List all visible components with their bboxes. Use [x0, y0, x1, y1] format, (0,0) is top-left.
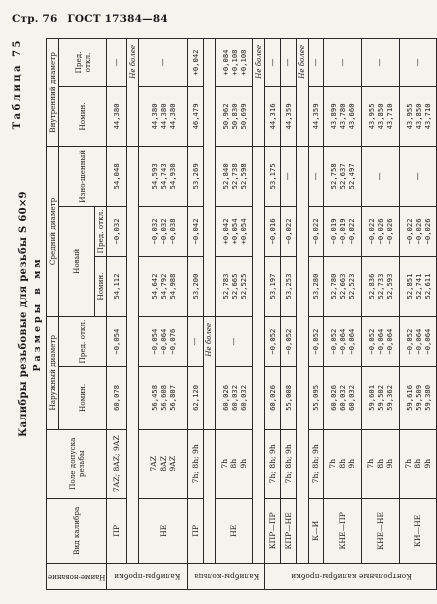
table-row — [399, 39, 437, 590]
cell-id-nom-line: 43,955 — [404, 103, 414, 130]
cell-od-nom — [308, 367, 324, 429]
cell-od-tol — [188, 316, 204, 366]
cell-md-nom-line: 53,197 — [268, 273, 278, 300]
gauge-type: НЕ — [215, 498, 253, 563]
cell-md-nom-line: 52,836 — [366, 273, 376, 300]
group-plug: Калибры-пробки — [107, 563, 188, 589]
header-md-new: Новый — [59, 206, 95, 316]
cell-od-nom-line: 60,078 — [112, 384, 122, 411]
cell-md-worn-line: 52,840 — [220, 163, 230, 190]
cell-od-nom-line: 60,026 — [329, 384, 339, 411]
cell-od-tol-line: −0,052 — [404, 328, 414, 355]
cell-id-tol-line: +0,108 — [229, 49, 239, 76]
cell-od-tol — [139, 316, 188, 366]
gauge-type: КНЕ—ПР — [324, 498, 362, 563]
cell-od-nom-line: 60,026 — [220, 384, 230, 411]
gauge-type: КПР—НЕ — [281, 498, 297, 563]
gauge-type: ПР — [188, 498, 204, 563]
cell-id-tol-line: — — [375, 58, 385, 67]
cell-md-worn — [308, 146, 324, 206]
cell-id-tol-line: — — [310, 58, 320, 67]
cell-od-tol-line: — — [190, 337, 200, 346]
page-header — [12, 13, 174, 25]
cell-id-nom-line: 44,380 — [112, 103, 122, 130]
cell-md-worn-line: 53,269 — [190, 163, 200, 190]
cell-md-tol-line: −0,042 — [190, 218, 200, 245]
header-id-nom: Номин. — [59, 87, 107, 147]
cell-md-tol — [265, 206, 281, 256]
not-more-row — [253, 39, 265, 590]
tolerance-field-line: 7h — [403, 458, 413, 469]
cell-md-tol-line: −0,026 — [384, 218, 394, 245]
cell-md-nom-line: 53,280 — [311, 273, 321, 300]
cell-od-nom — [324, 367, 362, 429]
tolerance-field-line: 9h — [238, 458, 248, 469]
cell-md-tol-line: −0,032 — [158, 218, 168, 245]
cell-id-nom-line: 44,380 — [167, 103, 177, 130]
table-row — [308, 39, 324, 590]
tolerance-field-line: 7AZ; 8AZ; 9AZ — [112, 435, 122, 493]
not-more-row — [127, 39, 139, 590]
not-more-label: Не более — [253, 39, 265, 147]
cell-md-tol-line: −0,022 — [347, 218, 357, 245]
cell-od-nom — [188, 367, 204, 429]
cell-md-nom — [399, 257, 437, 317]
cell-md-tol-line: +0,054 — [238, 218, 248, 245]
cell-od-nom-line: 59,380 — [422, 384, 432, 411]
cell-md-tol — [308, 206, 324, 256]
tolerance-field-line: 8h — [337, 458, 347, 469]
cell-md-nom — [265, 257, 281, 317]
cell-id-nom-line: 46,479 — [190, 103, 200, 130]
table-row — [215, 39, 253, 590]
cell-od-tol-line: −0,052 — [283, 328, 293, 355]
cell-id-tol — [361, 39, 399, 87]
cell-od-nom-line: 60,032 — [229, 384, 239, 411]
cell-md-nom — [308, 257, 324, 317]
gauge-type: КИ—НЕ — [399, 498, 437, 563]
cell-md-worn-line: 54,048 — [112, 163, 122, 190]
cell-md-tol-line: −0,022 — [366, 218, 376, 245]
cell-md-nom-line: 52,523 — [347, 273, 357, 300]
header-type: Вид калибра — [47, 498, 107, 563]
not-more-row — [296, 39, 308, 590]
tolerance-field-line: 8AZ — [158, 455, 168, 472]
cell-od-nom-line: 56,458 — [149, 384, 159, 411]
tolerance-field — [265, 429, 281, 498]
sizes-label: Размеры — [32, 300, 43, 372]
not-more-spacer — [203, 39, 215, 317]
cell-od-tol-line: −0,064 — [375, 328, 385, 355]
cell-od-tol — [107, 316, 127, 366]
cell-md-nom — [324, 257, 362, 317]
header-md-tol: Пред. откл. — [95, 206, 107, 256]
cell-md-worn-line: 54,930 — [167, 163, 177, 190]
tolerance-field — [399, 429, 437, 498]
not-more-spacer — [296, 146, 308, 563]
tolerance-field — [188, 429, 204, 498]
cell-od-tol-line: −0,052 — [268, 328, 278, 355]
cell-md-nom — [361, 257, 399, 317]
cell-md-nom-line: 52,663 — [338, 273, 348, 300]
cell-od-tol-line: −0,064 — [158, 328, 168, 355]
cell-id-nom — [265, 87, 281, 147]
cell-id-nom — [399, 87, 437, 147]
tolerance-field-line: 9h — [422, 458, 432, 469]
cell-md-nom-line: 52,851 — [404, 273, 414, 300]
cell-id-nom — [188, 87, 204, 147]
table-row — [188, 39, 204, 590]
not-more-spacer — [127, 146, 139, 563]
cell-od-nom-line: 60,026 — [268, 384, 278, 411]
cell-md-tol-line: −0,032 — [112, 218, 122, 245]
cell-md-worn-line: 52,758 — [329, 163, 339, 190]
cell-od-nom-line: 59,509 — [413, 384, 423, 411]
cell-md-nom-line: 54,792 — [158, 273, 168, 300]
cell-md-tol-line: −0,032 — [149, 218, 159, 245]
cell-od-tol-line: −0,064 — [422, 328, 432, 355]
table-row — [107, 39, 127, 590]
cell-od-nom-line: 59,362 — [384, 384, 394, 411]
standard-code: ГОСТ 17384—84 — [67, 13, 168, 25]
cell-md-worn-line: 54,743 — [158, 163, 168, 190]
cell-md-nom-line: 54,642 — [149, 273, 159, 300]
cell-od-nom-line: 56,608 — [158, 384, 168, 411]
cell-id-tol-line: +0,042 — [190, 49, 200, 76]
cell-md-nom — [139, 257, 188, 317]
cell-md-tol-line: −0,019 — [338, 218, 348, 245]
gauge-type: КПР—ПР — [265, 498, 281, 563]
cell-md-nom — [215, 257, 253, 317]
tolerance-field-line: 7AZ — [149, 455, 159, 472]
tolerance-field — [308, 429, 324, 498]
cell-id-nom-line: 44,316 — [268, 103, 278, 130]
cell-od-tol-line: −0,052 — [329, 328, 339, 355]
cell-od-tol — [399, 316, 437, 366]
cell-md-worn — [281, 146, 297, 206]
cell-md-nom — [107, 257, 127, 317]
gauge-type: КНЕ—НЕ — [361, 498, 399, 563]
cell-od-tol-line: −0,052 — [311, 328, 321, 355]
cell-md-nom-line: 52,783 — [220, 273, 230, 300]
cell-md-worn-line: 52,598 — [238, 163, 248, 190]
group-control: Контрольные калибры-пробки — [265, 563, 437, 589]
cell-id-tol — [265, 39, 281, 87]
cell-md-worn — [107, 146, 127, 206]
header-inner-diameter: Внутренний диаметр — [47, 39, 59, 147]
cell-md-tol-line: −0,019 — [329, 218, 339, 245]
cell-md-tol-line: +0,054 — [229, 218, 239, 245]
cell-od-nom-line: 62,120 — [190, 384, 200, 411]
cell-id-tol — [308, 39, 324, 87]
cell-od-nom-line: 59,502 — [375, 384, 385, 411]
cell-md-tol-line: −0,022 — [311, 218, 321, 245]
cell-md-worn-line: — — [283, 172, 293, 181]
table-number: Таблица 75 — [12, 38, 23, 130]
cell-id-tol-line: — — [267, 58, 277, 67]
cell-od-nom — [399, 367, 437, 429]
page-number: Стр. 76 — [12, 13, 58, 25]
cell-id-nom-line: 43,780 — [338, 103, 348, 130]
cell-md-worn-line: — — [310, 172, 320, 181]
cell-id-tol — [324, 39, 362, 87]
cell-id-nom-line: 44,359 — [283, 103, 293, 130]
cell-od-tol — [361, 316, 399, 366]
cell-md-tol — [281, 206, 297, 256]
header-field: Поле допуска резьбы — [47, 429, 107, 498]
cell-id-nom-line: 44,359 — [311, 103, 321, 130]
cell-od-tol-line: −0,064 — [338, 328, 348, 355]
cell-od-tol-line: −0,054 — [112, 328, 122, 355]
cell-id-nom — [139, 87, 188, 147]
cell-od-nom — [107, 367, 127, 429]
header-od-tol: Пред. откл. — [59, 316, 107, 366]
cell-id-nom-line: 50,962 — [220, 103, 230, 130]
cell-od-nom-line: 55,008 — [283, 384, 293, 411]
cell-id-nom-line: 43,710 — [384, 103, 394, 130]
cell-md-nom-line: 52,525 — [238, 273, 248, 300]
cell-od-tol-line: −0,064 — [347, 328, 357, 355]
cell-od-nom-line: 60,032 — [238, 384, 248, 411]
rotated-table-block — [12, 38, 432, 590]
cell-id-nom — [215, 87, 253, 147]
cell-id-tol — [281, 39, 297, 87]
cell-md-tol — [107, 206, 127, 256]
cell-od-nom — [139, 367, 188, 429]
cell-od-tol-line: −0,064 — [413, 328, 423, 355]
cell-od-tol-line: −0,052 — [366, 328, 376, 355]
cell-md-worn-line: — — [413, 172, 422, 181]
tolerance-field-line: 9h — [385, 458, 395, 469]
header-md-nom: Номин. — [95, 257, 107, 317]
tolerance-field-line: 7h; 8h; 9h — [190, 444, 200, 484]
not-more-spacer — [253, 146, 265, 563]
header-name: Наиме-нование — [47, 563, 107, 589]
gauge-table — [46, 38, 437, 590]
cell-id-nom-line: 44,380 — [158, 103, 168, 130]
gauge-type: ПР — [107, 498, 127, 563]
header-id-tol: Пред. откл. — [59, 39, 107, 87]
cell-od-tol — [215, 316, 253, 366]
cell-id-tol — [139, 39, 188, 87]
header-middle-diameter: Средний диаметр — [47, 146, 59, 316]
not-more-spacer — [203, 429, 215, 563]
gauge-type: К—И — [308, 498, 324, 563]
table-caption: Калибры резьбовые для резьбы S 60×9 — [18, 191, 29, 437]
tolerance-field-line: 7h — [366, 458, 376, 469]
cell-id-tol-line: — — [283, 58, 293, 67]
tolerance-field-line: 8h — [413, 458, 423, 469]
cell-md-nom-line: 52,611 — [422, 273, 432, 300]
cell-id-tol-line: +0,084 — [220, 49, 230, 76]
tolerance-field-line: 9AZ — [168, 455, 178, 472]
tolerance-field-line: 7h; 8h; 9h — [268, 444, 278, 484]
cell-md-tol — [324, 206, 362, 256]
cell-id-tol — [215, 39, 253, 87]
cell-md-tol-line: −0,038 — [167, 218, 177, 245]
cell-md-tol-line: −0,026 — [413, 218, 423, 245]
cell-md-tol — [399, 206, 437, 256]
tolerance-field — [139, 429, 188, 498]
cell-id-nom-line: 43,850 — [375, 103, 385, 130]
cell-od-tol — [281, 316, 297, 366]
cell-od-nom-line: 59,601 — [366, 384, 376, 411]
header-od-nom: Номин. — [59, 367, 107, 429]
tolerance-field — [107, 429, 127, 498]
not-more-label: Не более — [296, 39, 308, 147]
cell-od-tol-line: −0,064 — [384, 328, 394, 355]
tolerance-field-line: 8h — [375, 458, 385, 469]
table-row — [281, 39, 297, 590]
cell-id-nom — [324, 87, 362, 147]
cell-od-tol — [324, 316, 362, 366]
tolerance-field-line: 7h; 8h; 9h — [283, 444, 293, 484]
cell-md-worn-line: 54,593 — [149, 163, 159, 190]
cell-id-nom — [107, 87, 127, 147]
cell-md-worn — [188, 146, 204, 206]
cell-md-worn-line: 52,497 — [347, 163, 357, 190]
table-subcaption — [32, 38, 43, 590]
cell-md-nom-line: 52,780 — [329, 273, 339, 300]
tolerance-field-line: 7h; 8h; 9h — [311, 444, 321, 484]
gauge-type: НЕ — [139, 498, 188, 563]
not-more-label: Не более — [203, 316, 215, 429]
cell-od-nom-line: 56,807 — [167, 384, 177, 411]
cell-md-tol-line: +0,042 — [220, 218, 230, 245]
tolerance-field-line: 7h — [328, 458, 338, 469]
cell-od-tol-line: — — [229, 337, 239, 346]
tolerance-field — [215, 429, 253, 498]
cell-id-nom-line: 43,710 — [422, 103, 432, 130]
cell-md-worn — [399, 146, 437, 206]
header-md-worn: Изно-шенный — [59, 146, 107, 206]
cell-id-nom-line: 43,850 — [413, 103, 423, 130]
table-row — [265, 39, 281, 590]
cell-md-tol-line: −0,026 — [375, 218, 385, 245]
cell-md-worn — [361, 146, 399, 206]
header-outer-diameter: Наружный диаметр — [47, 316, 59, 429]
tolerance-field — [324, 429, 362, 498]
cell-id-nom-line: 43,660 — [347, 103, 357, 130]
cell-od-nom-line: 60,032 — [338, 384, 348, 411]
cell-id-nom-line: 50,699 — [238, 103, 248, 130]
cell-id-tol-line: — — [111, 58, 121, 67]
cell-id-nom — [281, 87, 297, 147]
cell-id-nom — [361, 87, 399, 147]
cell-od-tol-line: −0,054 — [149, 328, 159, 355]
cell-od-tol — [308, 316, 324, 366]
cell-md-nom — [281, 257, 297, 317]
cell-md-worn-line: 52,738 — [229, 163, 239, 190]
cell-od-nom-line: 55,095 — [311, 384, 321, 411]
cell-md-tol-line: −0,022 — [283, 218, 293, 245]
cell-md-tol — [361, 206, 399, 256]
cell-md-tol — [215, 206, 253, 256]
cell-id-nom — [308, 87, 324, 147]
cell-od-nom-line: 59,616 — [404, 384, 414, 411]
tolerance-field-line: 7h — [219, 458, 229, 469]
cell-id-tol-line: — — [337, 58, 347, 67]
cell-id-nom-line: 44,380 — [149, 103, 159, 130]
cell-md-nom-line: 52,665 — [229, 273, 239, 300]
cell-md-nom-line: 54,988 — [167, 273, 177, 300]
cell-id-nom-line: 43,955 — [366, 103, 376, 130]
cell-id-tol — [399, 39, 437, 87]
table-body — [107, 39, 437, 590]
cell-od-nom-line: 60,032 — [347, 384, 357, 411]
header-row-1 — [47, 39, 59, 590]
cell-md-worn-line: — — [375, 172, 385, 181]
cell-od-nom — [215, 367, 253, 429]
cell-md-worn — [215, 146, 253, 206]
cell-md-worn-line: 52,637 — [338, 163, 348, 190]
cell-md-nom — [188, 257, 204, 317]
cell-od-nom — [265, 367, 281, 429]
cell-id-nom-line: 50,830 — [229, 103, 239, 130]
cell-md-worn — [265, 146, 281, 206]
cell-md-nom-line: 52,593 — [384, 273, 394, 300]
cell-md-tol-line: −0,026 — [422, 218, 432, 245]
cell-id-tol-line: — — [158, 58, 168, 67]
cell-id-tol — [107, 39, 127, 87]
cell-id-tol-line: — — [413, 58, 422, 67]
table-row — [361, 39, 399, 590]
cell-md-nom-line: 53,200 — [190, 273, 200, 300]
cell-md-tol-line: −0,022 — [404, 218, 414, 245]
cell-od-tol — [265, 316, 281, 366]
tolerance-field — [361, 429, 399, 498]
tolerance-field-line: 8h — [229, 458, 239, 469]
units-label: в мм — [32, 256, 43, 295]
cell-od-nom — [361, 367, 399, 429]
not-more-label: Не более — [127, 39, 139, 147]
cell-id-tol-line: +0,108 — [238, 49, 248, 76]
cell-md-worn — [139, 146, 188, 206]
cell-md-tol-line: −0,016 — [268, 218, 278, 245]
cell-md-nom-line: 52,733 — [375, 273, 385, 300]
cell-md-nom-line: 52,741 — [413, 273, 423, 300]
table-row — [139, 39, 188, 590]
cell-md-tol — [188, 206, 204, 256]
cell-od-nom — [281, 367, 297, 429]
cell-id-tol — [188, 39, 204, 87]
cell-md-worn-line: 53,175 — [268, 163, 278, 190]
cell-md-worn — [324, 146, 362, 206]
table-row — [324, 39, 362, 590]
group-ring: Калибры-кольца — [188, 563, 265, 589]
cell-md-tol — [139, 206, 188, 256]
tolerance-field-line: 9h — [347, 458, 357, 469]
cell-md-nom-line: 53,253 — [283, 273, 293, 300]
cell-id-nom-line: 43,899 — [329, 103, 339, 130]
cell-md-nom-line: 54,112 — [112, 273, 122, 300]
tolerance-field — [281, 429, 297, 498]
not-more-row — [203, 39, 215, 590]
cell-od-tol-line: −0,076 — [167, 328, 177, 355]
